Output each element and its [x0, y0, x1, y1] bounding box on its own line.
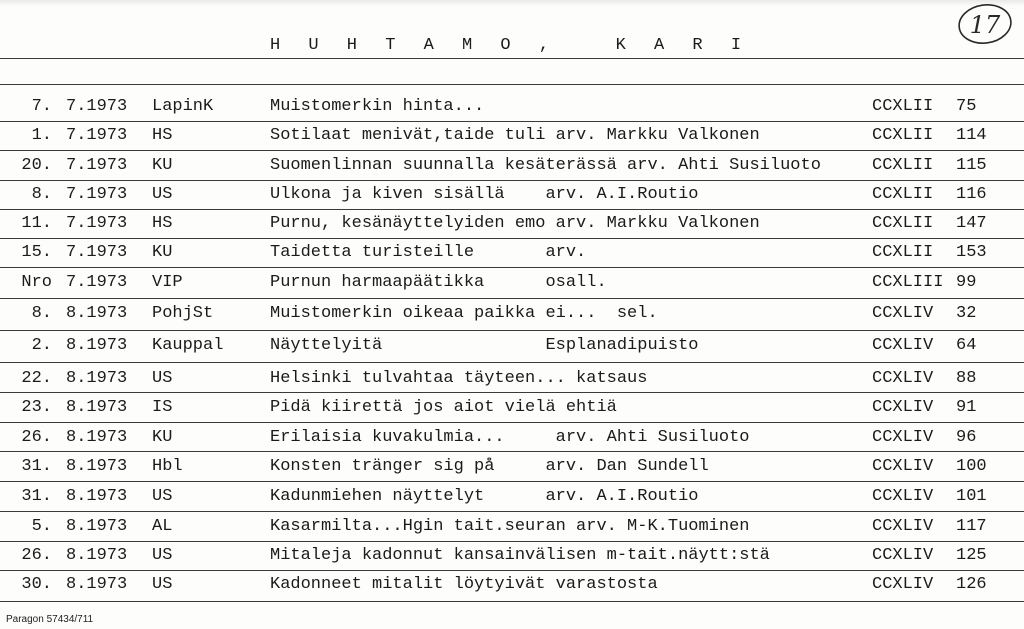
table-row: [0, 428, 1024, 450]
table-row: [0, 369, 1024, 391]
table-row: [0, 517, 1024, 539]
row-rule: [0, 541, 1024, 542]
card-top-edge: [0, 0, 1024, 6]
entry-day: 15.: [21, 243, 52, 262]
entry-paper: KU: [152, 243, 173, 262]
entry-title: Taidetta turisteille arv.: [270, 243, 587, 262]
entry-page: 126: [956, 575, 987, 594]
entry-volume: CCXLIV: [872, 575, 934, 594]
row-rule: [0, 601, 1024, 602]
entry-volume: CCXLII: [872, 214, 934, 233]
entry-paper: Hbl: [152, 457, 183, 476]
entry-day: 7.: [31, 97, 52, 116]
entry-volume: CCXLIV: [872, 487, 934, 506]
table-row: [0, 575, 1024, 597]
row-rule: [0, 362, 1024, 363]
entry-page: 88: [956, 369, 977, 388]
entry-paper: KU: [152, 428, 173, 447]
entry-title: Pidä kiirettä jos aiot vielä ehtiä: [270, 398, 617, 417]
entry-page: 117: [956, 517, 987, 536]
row-rule: [0, 121, 1024, 122]
entry-day: Nro: [21, 273, 52, 292]
entry-paper: VIP: [152, 273, 183, 292]
row-rule: [0, 451, 1024, 452]
entry-paper: Kauppal: [152, 336, 224, 355]
entry-volume: CCXLIV: [872, 428, 934, 447]
card-number-circle: [956, 2, 1014, 46]
entry-title: Muistomerkin oikeaa paikka ei... sel.: [270, 304, 658, 323]
entry-paper: IS: [152, 398, 173, 417]
card-number: 17: [969, 11, 1001, 39]
table-row: [0, 336, 1024, 358]
entry-title: Kadonneet mitalit löytyivät varastosta: [270, 575, 658, 594]
entry-title: Sotilaat menivät,taide tuli arv. Markku Valkonen: [270, 126, 760, 145]
entry-volume: CCXLII: [872, 185, 934, 204]
entry-day: 5.: [31, 517, 52, 536]
entry-month-year: 8.1973: [66, 457, 128, 476]
table-row: [0, 457, 1024, 479]
table-row: [0, 243, 1024, 265]
entry-title: Ulkona ja kiven sisällä arv. A.I.Routio: [270, 185, 699, 204]
row-rule: [0, 209, 1024, 210]
entry-volume: CCXLIV: [872, 304, 934, 323]
entry-paper: HS: [152, 214, 173, 233]
entry-volume: CCXLIV: [872, 457, 934, 476]
table-row: [0, 214, 1024, 236]
entry-month-year: 8.1973: [66, 398, 128, 417]
entry-month-year: 8.1973: [66, 517, 128, 536]
entry-day: 11.: [21, 214, 52, 233]
row-rule: [0, 570, 1024, 571]
entry-title: Näyttelyitä Esplanadipuisto: [270, 336, 699, 355]
entry-volume: CCXLII: [872, 97, 934, 116]
entry-day: 23.: [21, 398, 52, 417]
entry-paper: LapinK: [152, 97, 214, 116]
row-rule: [0, 238, 1024, 239]
entry-volume: CCXLII: [872, 156, 934, 175]
row-rule: [0, 150, 1024, 151]
entry-month-year: 7.1973: [66, 185, 128, 204]
entry-day: 31.: [21, 487, 52, 506]
entry-page: 114: [956, 126, 987, 145]
entry-paper: PohjSt: [152, 304, 214, 323]
entry-paper: US: [152, 185, 173, 204]
table-row: [0, 185, 1024, 207]
entry-day: 26.: [21, 428, 52, 447]
table-row: [0, 97, 1024, 119]
entry-volume: CCXLIV: [872, 546, 934, 565]
entry-paper: US: [152, 369, 173, 388]
entry-month-year: 8.1973: [66, 369, 128, 388]
entry-paper: US: [152, 487, 173, 506]
entry-title: Kadunmiehen näyttelyt arv. A.I.Routio: [270, 487, 699, 506]
entry-page: 75: [956, 97, 977, 116]
entry-paper: AL: [152, 517, 173, 536]
entry-title: Muistomerkin hinta...: [270, 97, 485, 116]
entry-title: Helsinki tulvahtaa täyteen... katsaus: [270, 369, 648, 388]
entry-title: Purnu, kesänäyttelyiden emo arv. Markku Valkonen: [270, 214, 760, 233]
entry-day: 8.: [31, 185, 52, 204]
table-row: [0, 126, 1024, 148]
header-rule-top: [0, 58, 1024, 59]
table-row: [0, 304, 1024, 326]
entry-volume: CCXLII: [872, 126, 934, 145]
entry-volume: CCXLIV: [872, 336, 934, 355]
row-rule: [0, 298, 1024, 299]
row-rule: [0, 330, 1024, 331]
row-rule: [0, 392, 1024, 393]
entry-paper: KU: [152, 156, 173, 175]
entry-volume: CCXLIV: [872, 369, 934, 388]
entry-volume: CCXLII: [872, 243, 934, 262]
entry-month-year: 7.1973: [66, 126, 128, 145]
entry-day: 30.: [21, 575, 52, 594]
entry-page: 101: [956, 487, 987, 506]
entry-month-year: 8.1973: [66, 336, 128, 355]
entry-page: 64: [956, 336, 977, 355]
printer-mark: Paragon 57434/711: [6, 614, 94, 625]
entry-month-year: 7.1973: [66, 214, 128, 233]
table-row: [0, 398, 1024, 420]
entry-paper: US: [152, 575, 173, 594]
entry-title: Mitaleja kadonnut kansainvälisen m-tait.näytt:stä: [270, 546, 770, 565]
entry-month-year: 8.1973: [66, 304, 128, 323]
entry-volume: CCXLIV: [872, 398, 934, 417]
entry-page: 99: [956, 273, 977, 292]
table-row: [0, 546, 1024, 568]
row-rule: [0, 267, 1024, 268]
row-rule: [0, 422, 1024, 423]
entry-page: 91: [956, 398, 977, 417]
entry-page: 116: [956, 185, 987, 204]
entry-month-year: 7.1973: [66, 243, 128, 262]
row-rule: [0, 180, 1024, 181]
entry-month-year: 8.1973: [66, 575, 128, 594]
entry-page: 125: [956, 546, 987, 565]
entry-day: 31.: [21, 457, 52, 476]
entry-page: 115: [956, 156, 987, 175]
entry-day: 20.: [21, 156, 52, 175]
entry-title: Erilaisia kuvakulmia... arv. Ahti Susiluoto: [270, 428, 750, 447]
entry-month-year: 8.1973: [66, 487, 128, 506]
entry-month-year: 7.1973: [66, 273, 128, 292]
entry-page: 32: [956, 304, 977, 323]
entry-month-year: 8.1973: [66, 428, 128, 447]
entry-volume: CCXLIII: [872, 273, 944, 292]
entry-volume: CCXLIV: [872, 517, 934, 536]
entry-paper: HS: [152, 126, 173, 145]
card-header-name: H U H T A M O , K A R I: [270, 36, 751, 55]
entry-title: Purnun harmaapäätikka osall.: [270, 273, 607, 292]
entry-page: 153: [956, 243, 987, 262]
entry-day: 1.: [31, 126, 52, 145]
entry-page: 100: [956, 457, 987, 476]
entry-page: 96: [956, 428, 977, 447]
table-row: [0, 487, 1024, 509]
entry-paper: US: [152, 546, 173, 565]
entry-day: 26.: [21, 546, 52, 565]
entry-month-year: 7.1973: [66, 97, 128, 116]
entry-title: Suomenlinnan suunnalla kesäterässä arv. Ahti Susiluoto: [270, 156, 821, 175]
entry-title: Konsten tränger sig på arv. Dan Sundell: [270, 457, 709, 476]
entry-month-year: 8.1973: [66, 546, 128, 565]
table-row: [0, 156, 1024, 178]
row-rule: [0, 511, 1024, 512]
table-row: [0, 273, 1024, 295]
entry-month-year: 7.1973: [66, 156, 128, 175]
entry-day: 8.: [31, 304, 52, 323]
row-rule: [0, 481, 1024, 482]
entry-day: 22.: [21, 369, 52, 388]
entry-title: Kasarmilta...Hgin tait.seuran arv. M-K.Tuominen: [270, 517, 750, 536]
header-rule-bottom: [0, 84, 1024, 85]
entry-page: 147: [956, 214, 987, 233]
entry-day: 2.: [31, 336, 52, 355]
